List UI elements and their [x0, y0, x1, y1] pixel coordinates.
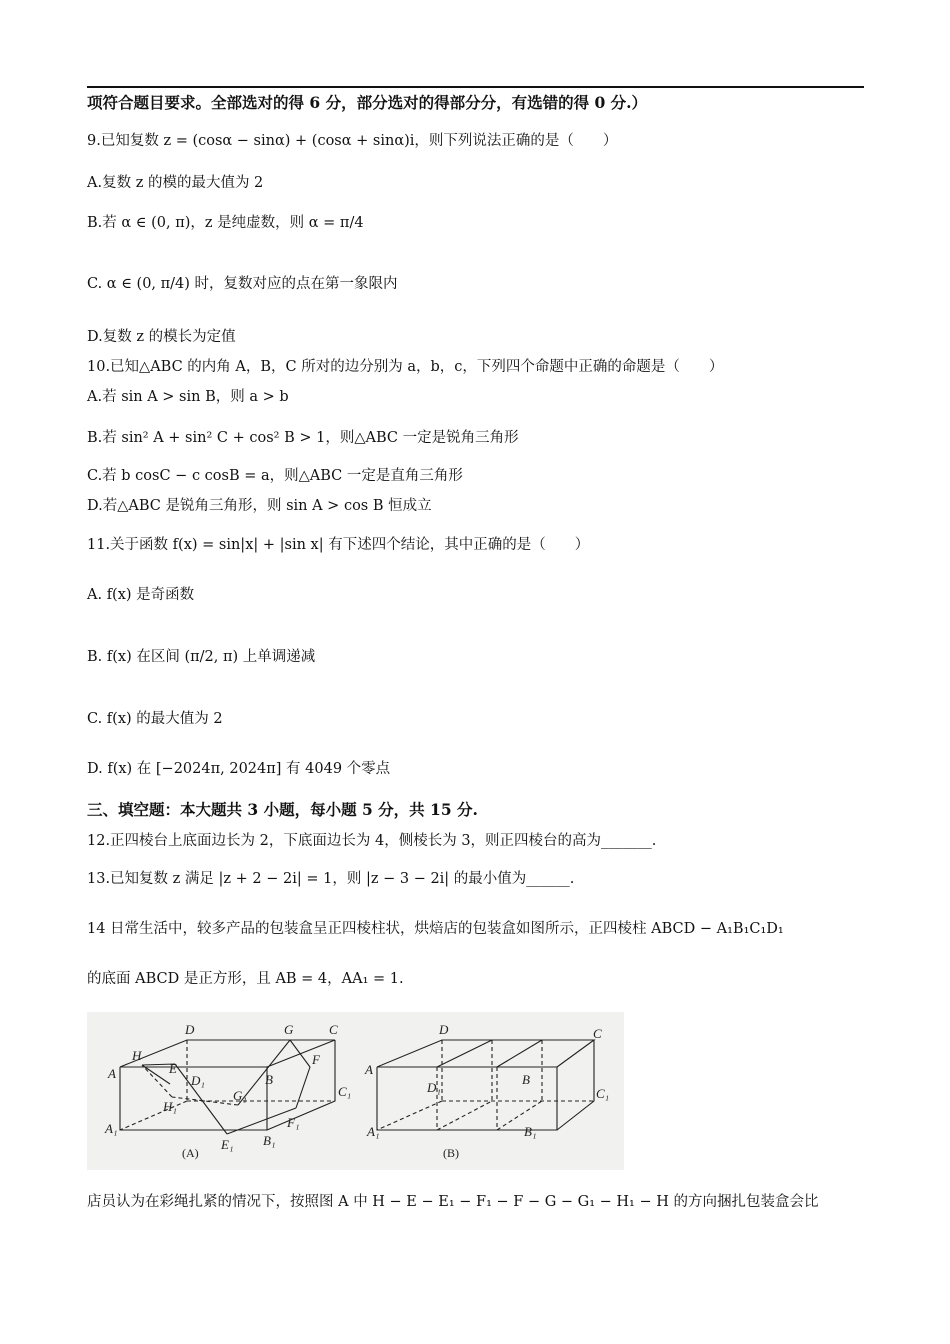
- q14-line-3: 店员认为在彩绳扎紧的情况下，按照图 A 中 H − E − E₁ − F₁ − F − G − G₁ − H₁ − H 的方向捆扎包装盒会比: [87, 1194, 819, 1210]
- q10-stem: 10.已知△ABC 的内角 A，B，C 所对的边分别为 a，b，c，下列四个命题中正确的命题是（ ）: [87, 359, 724, 375]
- label-a-c1: C₁: [338, 1084, 352, 1099]
- label-b-b: B: [522, 1072, 530, 1087]
- label-a-d: D: [185, 1022, 195, 1037]
- q10-option-c: C.若 b cosC − c cosB = a，则△ABC 一定是直角三角形: [87, 468, 463, 484]
- label-b-a1: A₁: [367, 1124, 380, 1139]
- q11-option-b: B. f(x) 在区间 (π/2, π) 上单调递减: [87, 649, 316, 665]
- label-a-f1: F₁: [287, 1115, 300, 1130]
- q9-stem: 9.已知复数 z = (cosα − sinα) + (cosα + sinα)i，则下列说法正确的是（ ）: [87, 133, 618, 149]
- label-a-b: B: [265, 1072, 273, 1087]
- label-b-a: A: [365, 1062, 373, 1077]
- label-a-e1: E₁: [221, 1137, 234, 1152]
- label-a-g: G: [284, 1022, 294, 1037]
- q14-line-1: 14 日常生活中，较多产品的包装盒呈正四棱柱状，烘焙店的包装盒如图所示，正四棱柱 ABCD − A₁B₁C₁D₁: [87, 921, 784, 937]
- label-a-c: C: [329, 1022, 338, 1037]
- top-rule: [87, 86, 864, 88]
- q11-option-c: C. f(x) 的最大值为 2: [87, 711, 223, 727]
- q12-text: 12.正四棱台上底面边长为 2，下底面边长为 4，侧棱长为 3，则正四棱台的高为_______.: [87, 833, 657, 849]
- q10-option-d: D.若△ABC 是锐角三角形，则 sin A > cos B 恒成立: [87, 498, 432, 514]
- section-3-heading: 三、填空题：本大题共 3 小题，每小题 5 分，共 15 分.: [87, 800, 478, 819]
- label-b-c: C: [593, 1026, 602, 1041]
- q9-option-b: B.若 α ∈ (0, π)，z 是纯虚数，则 α = π/4: [87, 215, 364, 231]
- diagram-a: [120, 1040, 335, 1134]
- label-a-h1: H₁: [163, 1099, 177, 1114]
- label-a-f: F: [312, 1052, 320, 1067]
- label-a-g1: G₁: [233, 1088, 247, 1103]
- label-a-h: H: [132, 1048, 142, 1063]
- q9-option-c: C. α ∈ (0, π/4) 时，复数对应的点在第一象限内: [87, 276, 398, 292]
- label-a-b1: B₁: [263, 1133, 276, 1148]
- box-diagrams: [87, 1012, 624, 1170]
- q11-option-d: D. f(x) 在 [−2024π, 2024π] 有 4049 个零点: [87, 761, 391, 777]
- q9-option-a: A.复数 z 的模的最大值为 2: [87, 175, 264, 191]
- diagram-b: [377, 1040, 594, 1130]
- label-b-d1: D₁: [427, 1080, 441, 1095]
- q10-option-b: B.若 sin² A + sin² C + cos² B > 1，则△ABC 一定是锐角三角形: [87, 430, 519, 446]
- caption-a: (A): [182, 1146, 199, 1160]
- packaging-box-figure: [87, 1012, 624, 1170]
- q11-option-a: A. f(x) 是奇函数: [87, 587, 195, 603]
- caption-b: (B): [443, 1146, 459, 1160]
- q14-line-2: 的底面 ABCD 是正方形，且 AB = 4，AA₁ = 1.: [87, 971, 404, 987]
- label-a-a1: A₁: [105, 1121, 118, 1136]
- q10-option-a: A.若 sin A > sin B，则 a > b: [87, 389, 289, 405]
- q13-text: 13.已知复数 z 满足 |z + 2 − 2i| = 1，则 |z − 3 − 2i| 的最小值为______.: [87, 871, 575, 887]
- label-a-d1: D₁: [191, 1073, 205, 1088]
- q9-option-d: D.复数 z 的模长为定值: [87, 329, 236, 345]
- q11-stem: 11.关于函数 f(x) = sin|x| + |sin x| 有下述四个结论，其中正确的是（ ）: [87, 537, 590, 553]
- label-b-b1: B₁: [524, 1124, 537, 1139]
- header-note: 项符合题目要求。全部选对的得 6 分，部分选对的得部分分，有选错的得 0 分.）: [87, 93, 648, 112]
- label-b-d: D: [439, 1022, 449, 1037]
- label-b-c1: C₁: [596, 1086, 610, 1101]
- label-a-e: E: [169, 1061, 177, 1076]
- label-a-a: A: [108, 1066, 116, 1081]
